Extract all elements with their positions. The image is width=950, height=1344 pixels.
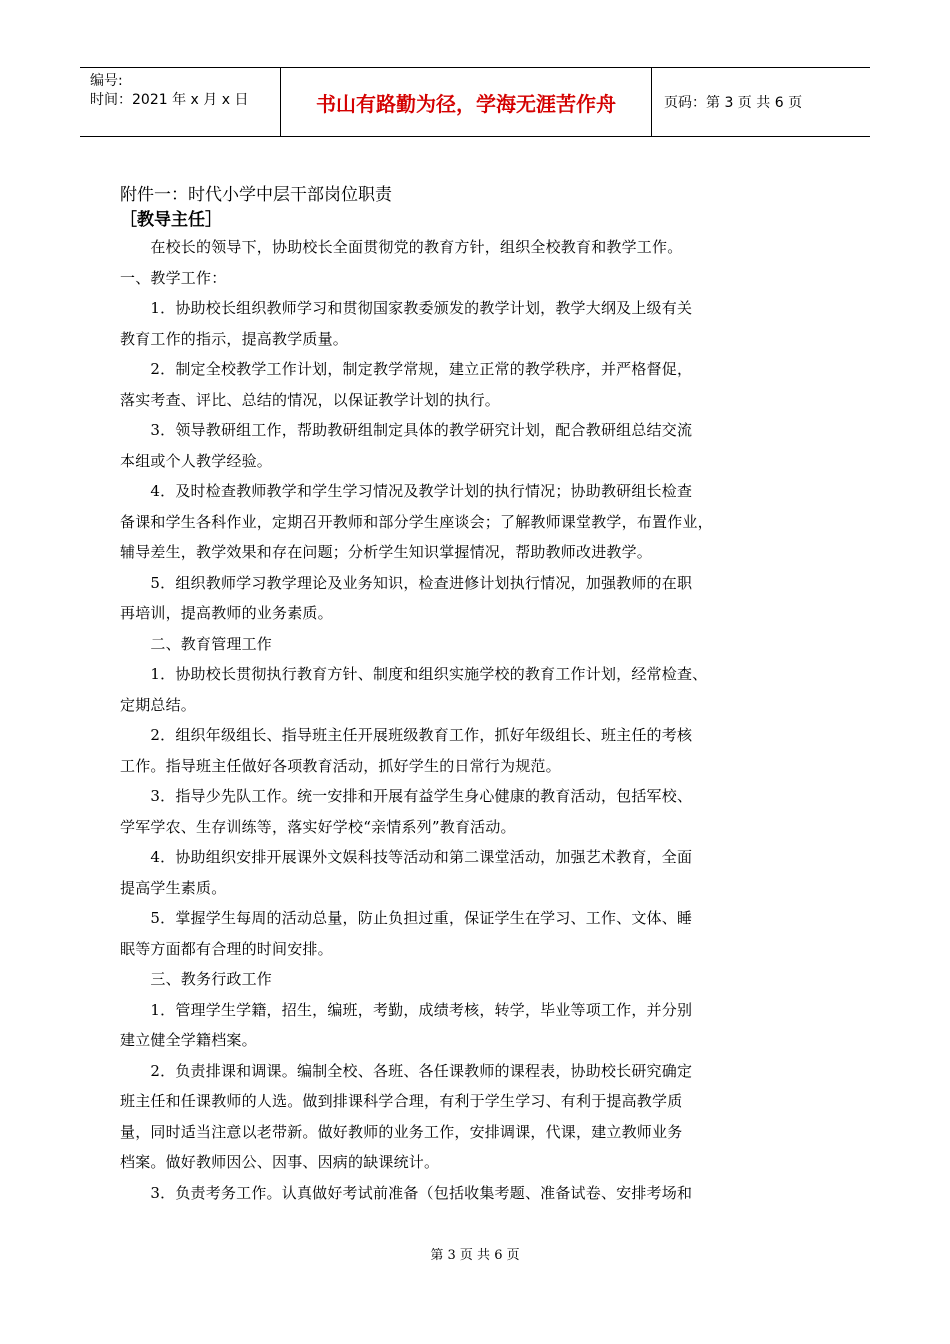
text-line: 4．协助组织安排开展课外文娱科技等活动和第二课堂活动，加强艺术教育，全面	[120, 848, 693, 866]
text-line: 4．及时检查教师教学和学生学习情况及教学计划的执行情况；协助教研组长检查	[120, 482, 693, 500]
text-line: 3．领导教研组工作，帮助教研组制定具体的教学研究计划，配合教研组总结交流	[120, 421, 693, 439]
document-body	[120, 182, 790, 1208]
text-line: 二、教育管理工作	[120, 634, 273, 653]
text-line: 学军学农、生存训练等，落实好学校“亲情系列”教育活动。	[120, 817, 516, 836]
text-line: 辅导差生，教学效果和存在问题；分析学生知识掌握情况，帮助教师改进教学。	[120, 543, 653, 561]
time-label: 时间：2021 年 x 月 x 日	[90, 92, 249, 108]
text-line: 眠等方面都有合理的时间安排。	[120, 939, 333, 958]
text-line: 一、教学工作：	[120, 268, 227, 287]
text-line: 3．指导少先队工作。统一安排和开展有益学生身心健康的教育活动，包括军校、	[120, 787, 693, 805]
text-line: 落实考查、评比、总结的情况，以保证教学计划的执行。	[120, 390, 501, 409]
text-line: 在校长的领导下，协助校长全面贯彻党的教育方针，组织全校教育和教学工作。	[120, 238, 683, 256]
text-line: 建立健全学籍档案。	[120, 1031, 257, 1049]
number-label: 编号:	[90, 73, 123, 89]
document-header	[80, 67, 870, 137]
text-line: 3．负责考务工作。认真做好考试前准备（包括收集考题、准备试卷、安排考场和	[120, 1183, 693, 1202]
header-motto: 书山有路勤为径，学海无涯苦作舟	[280, 68, 652, 136]
text-line: 1．协助校长组织教师学习和贯彻国家教委颁发的教学计划，教学大纲及上级有关	[120, 299, 693, 317]
text-line: 1．协助校长贯彻执行教育方针、制度和组织实施学校的教育工作计划，经常检查、	[120, 665, 708, 683]
header-page-label: 页码：第 3 页 共 6 页	[664, 95, 803, 111]
text-line: 定期总结。	[120, 695, 197, 714]
text-line: 三、教务行政工作	[120, 970, 273, 988]
body-text	[120, 232, 790, 1208]
text-line: 2．制定全校教学工作计划，制定教学常规，建立正常的教学秩序，并严格督促，	[120, 360, 693, 378]
text-line: 本组或个人教学经验。	[120, 451, 273, 470]
header-meta	[80, 68, 280, 136]
text-line: 工作。指导班主任做好各项教育活动，抓好学生的日常行为规范。	[120, 756, 561, 775]
text-line: 2．组织年级组长、指导班主任开展班级教育工作，抓好年级组长、班主任的考核	[120, 726, 693, 744]
text-line: 班主任和任课教师的人选。做到排课科学合理，有利于学生学习、有利于提高教学质	[120, 1092, 683, 1110]
text-line: 备课和学生各科作业，定期召开教师和部分学生座谈会；了解教师课堂教学，布置作业，	[120, 512, 713, 531]
text-line: 1．管理学生学籍，招生，编班，考勤，成绩考核，转学，毕业等项工作，并分别	[120, 1000, 693, 1019]
text-line: 档案。做好教师因公、因事、因病的缺课统计。	[120, 1153, 440, 1171]
document-title: 附件一：时代小学中层干部岗位职责	[120, 185, 392, 205]
text-line: 5．组织教师学习教学理论及业务知识，检查进修计划执行情况，加强教师的在职	[120, 573, 693, 592]
page-footer: 第 3 页 共 6 页	[430, 1248, 520, 1263]
role-heading: ［教导主任］	[120, 210, 222, 230]
text-line: 5．掌握学生每周的活动总量，防止负担过重，保证学生在学习、工作、文体、睡	[120, 909, 693, 927]
text-line: 提高学生素质。	[120, 878, 227, 897]
text-line: 量，同时适当注意以老带新。做好教师的业务工作，安排调课，代课，建立教师业务	[120, 1122, 683, 1141]
text-line: 教育工作的指示，提高教学质量。	[120, 329, 349, 348]
text-line: 2．负责排课和调课。编制全校、各班、各任课教师的课程表，协助校长研究确定	[120, 1061, 693, 1080]
text-line: 再培训，提高教师的业务素质。	[120, 604, 333, 622]
